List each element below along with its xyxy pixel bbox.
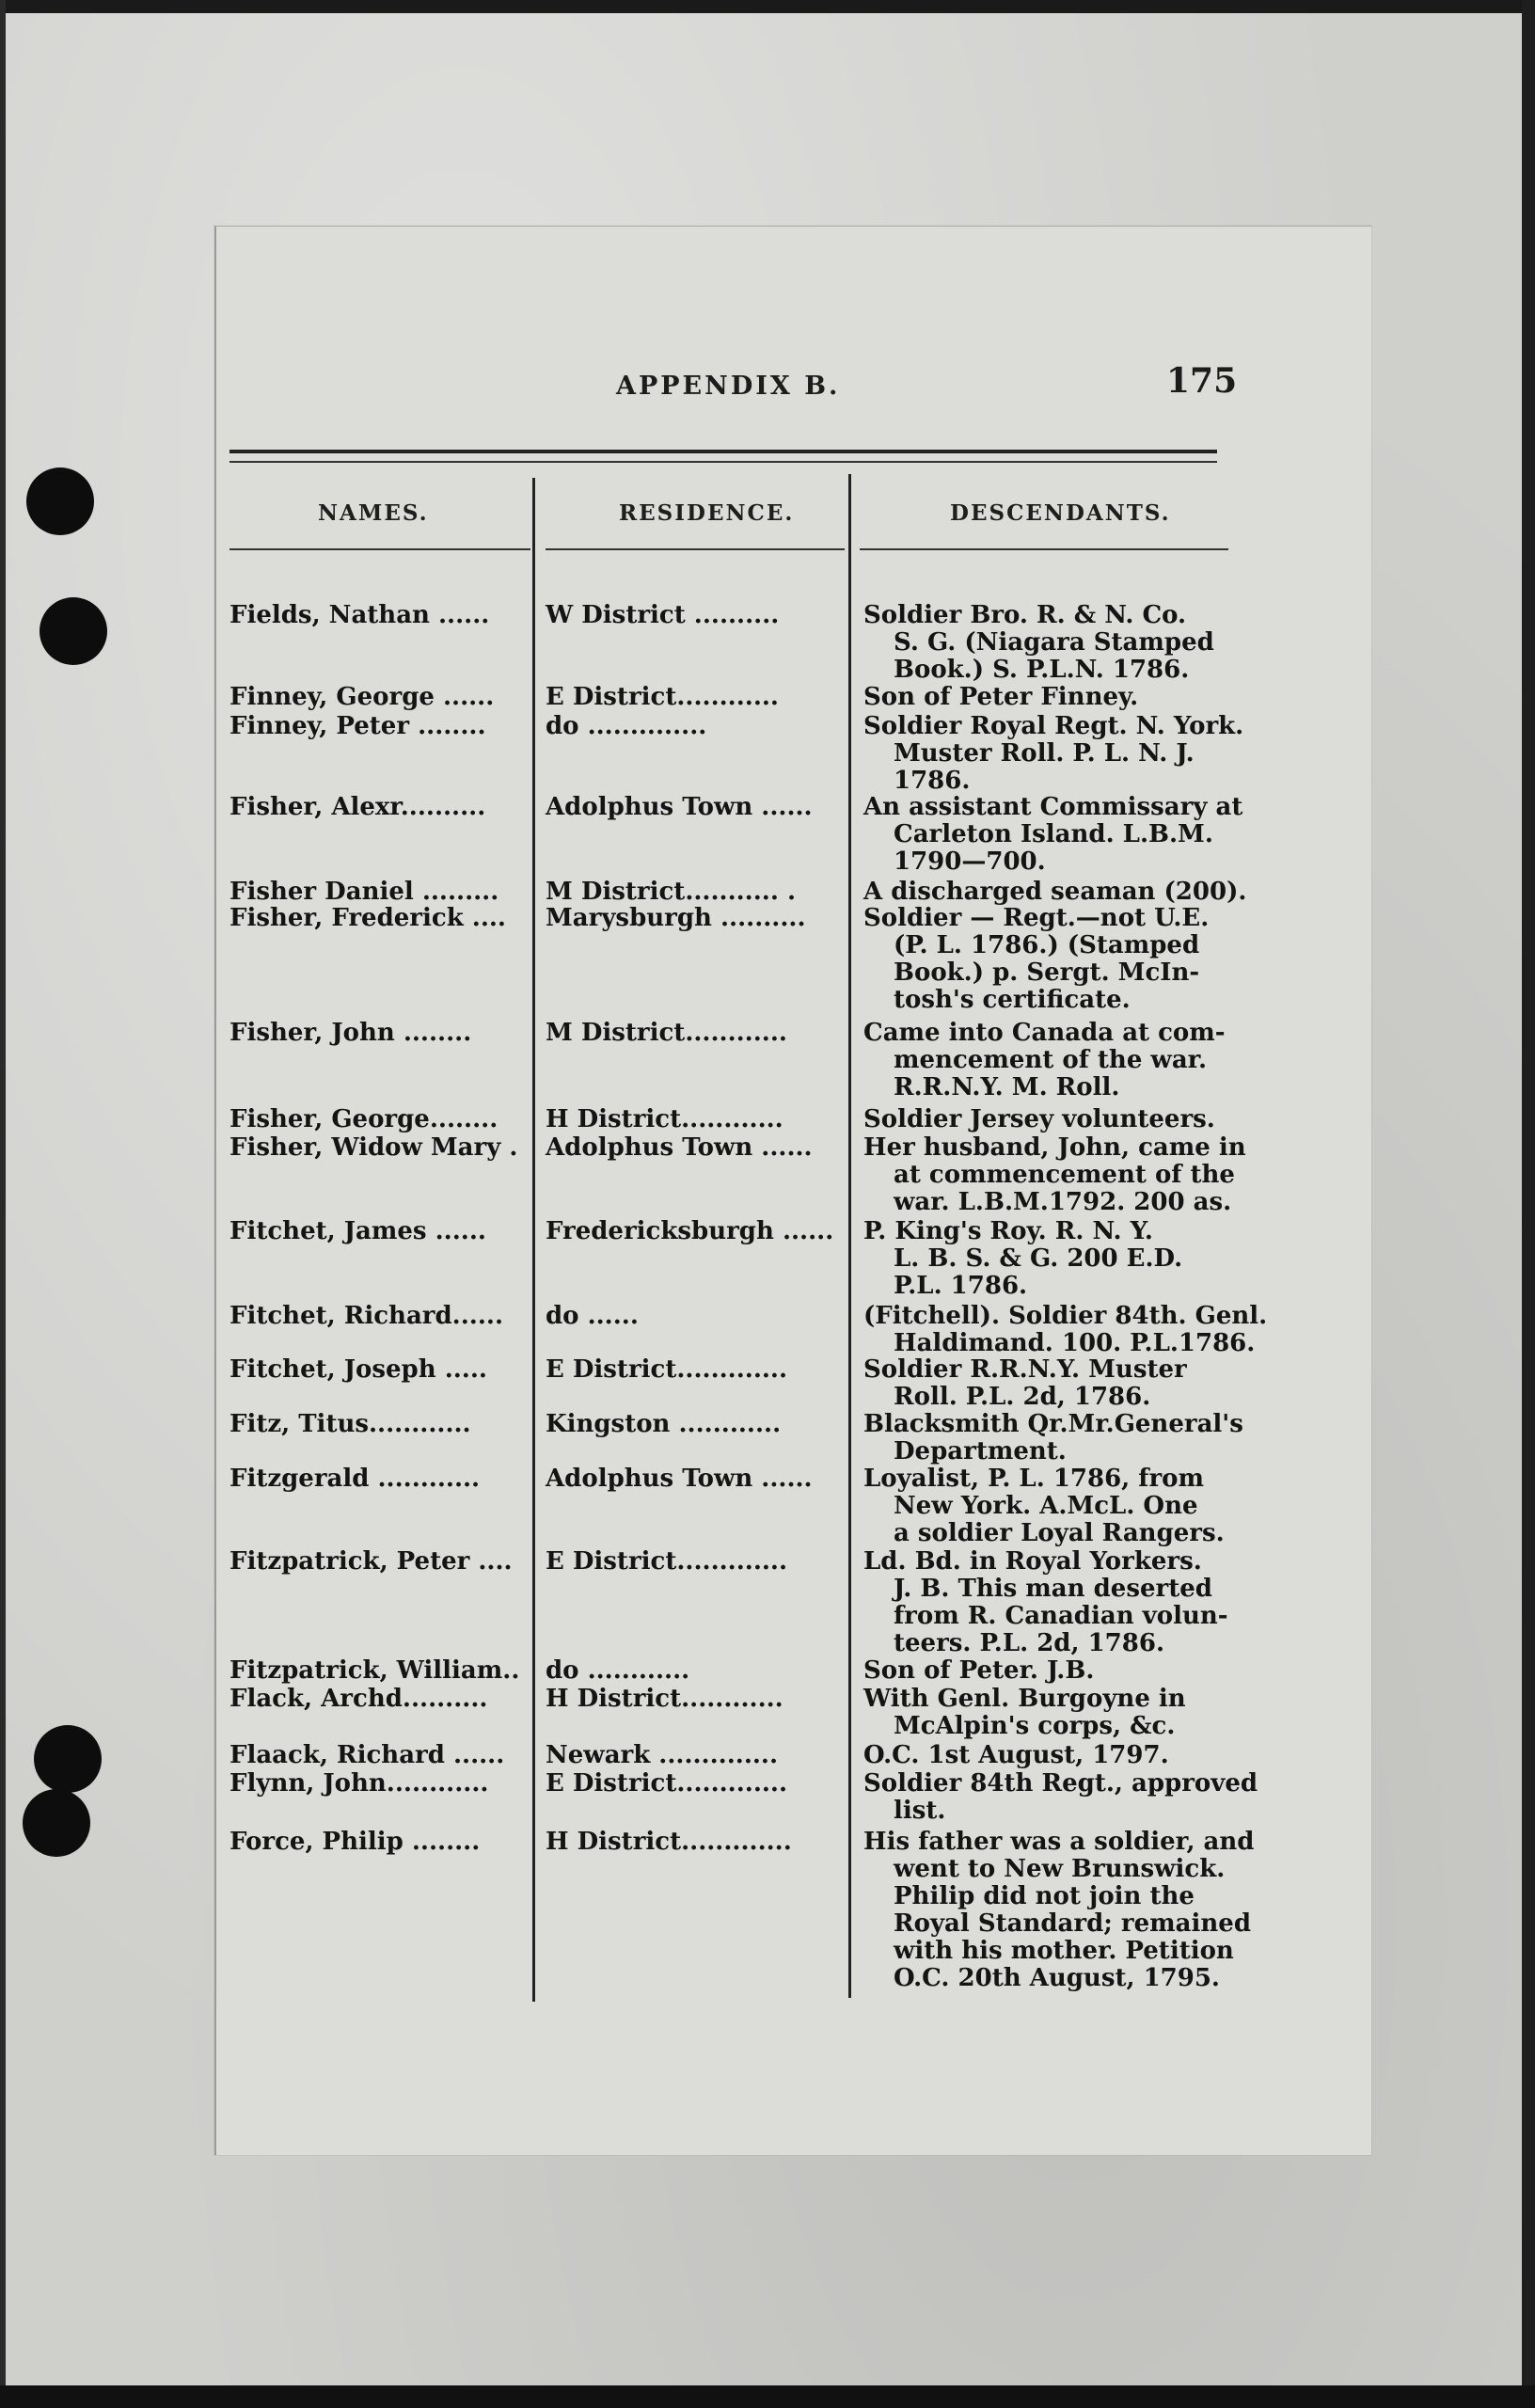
descendants-line: (Fitchell). Soldier 84th. Genl. bbox=[863, 1302, 1268, 1330]
entry-residence: W District .......... bbox=[546, 601, 780, 629]
entry-descendants bbox=[863, 1020, 1226, 1101]
entry-descendants bbox=[863, 684, 1138, 711]
descendants-line: Soldier Royal Regt. N. York. bbox=[863, 712, 1244, 740]
descendants-line: Soldier 84th Regt., approved bbox=[863, 1769, 1258, 1798]
entry-name: Fisher, Alexr.......... bbox=[229, 793, 486, 821]
entry-residence: Adolphus Town ...... bbox=[546, 1465, 813, 1493]
entry-name: Fitzgerald ............ bbox=[229, 1465, 481, 1493]
descendants-line: (P. L. 1786.) (Stamped bbox=[894, 931, 1200, 959]
entry-descendants bbox=[863, 1411, 1243, 1465]
descendants-line: Department. bbox=[894, 1437, 1067, 1465]
entry-name: Fitz, Titus............ bbox=[229, 1410, 471, 1438]
descendants-line: Soldier Bro. R. & N. Co. bbox=[863, 601, 1187, 629]
descendants-line: Soldier R.R.N.Y. Muster bbox=[863, 1355, 1187, 1384]
entry-name: Flack, Archd.......... bbox=[229, 1685, 488, 1713]
entry-name: Fields, Nathan ...... bbox=[229, 601, 490, 629]
scan-left-edge bbox=[0, 0, 6, 2408]
header-rule-thin bbox=[229, 461, 1217, 463]
entry-name: Fitchet, Joseph ..... bbox=[229, 1355, 487, 1384]
descendants-line: 1786. bbox=[894, 767, 971, 795]
entry-name: Fitchet, James ...... bbox=[229, 1217, 486, 1245]
entry-descendants bbox=[863, 794, 1242, 876]
entry-descendants bbox=[863, 1657, 1094, 1685]
entry-descendants bbox=[863, 602, 1214, 684]
entry-descendants bbox=[863, 1356, 1187, 1411]
entry-residence: E District............ bbox=[546, 683, 779, 711]
entry-descendants bbox=[863, 879, 1246, 906]
descendants-line: Ld. Bd. in Royal Yorkers. bbox=[863, 1547, 1202, 1576]
entry-name: Fisher, Widow Mary . bbox=[229, 1133, 518, 1162]
descendants-line: Book.) p. Sergt. McIn- bbox=[894, 958, 1200, 987]
entry-name: Fisher, John ........ bbox=[229, 1019, 472, 1047]
descendants-line: Book.) S. P.L.N. 1786. bbox=[894, 656, 1190, 684]
entry-descendants bbox=[863, 905, 1209, 1014]
entry-name: Fitchet, Richard...... bbox=[229, 1302, 503, 1330]
entry-residence: E District............. bbox=[546, 1769, 788, 1798]
scan-bottom-edge bbox=[0, 2385, 1535, 2408]
descendants-line: R.R.N.Y. M. Roll. bbox=[894, 1073, 1120, 1101]
descendants-line: Haldimand. 100. P.L.1786. bbox=[894, 1329, 1256, 1357]
column-header-descendants: DESCENDANTS. bbox=[950, 500, 1171, 526]
descendants-line: Philip did not join the bbox=[894, 1882, 1195, 1910]
entry-residence: E District............. bbox=[546, 1547, 788, 1576]
descendants-line: mencement of the war. bbox=[894, 1046, 1208, 1074]
punch-hole bbox=[23, 1789, 90, 1857]
descendants-line: at commencement of the bbox=[894, 1161, 1235, 1189]
entry-descendants bbox=[863, 1106, 1215, 1133]
entry-descendants bbox=[863, 1686, 1186, 1740]
descendants-line: went to New Brunswick. bbox=[894, 1855, 1226, 1883]
descendants-line: O.C. 1st August, 1797. bbox=[863, 1741, 1169, 1769]
entry-name: Fitzpatrick, Peter .... bbox=[229, 1547, 513, 1576]
column-header-names: NAMES. bbox=[318, 500, 429, 526]
entry-residence: M District........... . bbox=[546, 878, 796, 906]
descendants-line: With Genl. Burgoyne in bbox=[863, 1685, 1186, 1713]
entry-descendants bbox=[863, 1303, 1267, 1357]
entry-residence: Adolphus Town ...... bbox=[546, 1133, 813, 1162]
entry-descendants bbox=[863, 1829, 1254, 1992]
entry-residence: do .............. bbox=[546, 712, 707, 740]
entry-descendants bbox=[863, 1134, 1246, 1216]
descendants-line: Blacksmith Qr.Mr.General's bbox=[863, 1410, 1243, 1438]
entry-residence: Newark .............. bbox=[546, 1741, 779, 1769]
scan-right-edge bbox=[1522, 0, 1535, 2408]
descendants-line: P.L. 1786. bbox=[894, 1272, 1028, 1300]
entry-name: Fisher Daniel ......... bbox=[229, 878, 499, 906]
punch-hole bbox=[40, 597, 107, 665]
column-header-residence: RESIDENCE. bbox=[619, 500, 795, 526]
descendants-line: McAlpin's corps, &c. bbox=[894, 1712, 1176, 1740]
descendants-line: Son of Peter Finney. bbox=[863, 683, 1139, 711]
entry-descendants bbox=[863, 1742, 1169, 1769]
entry-residence: Adolphus Town ...... bbox=[546, 793, 813, 821]
descendants-line: with his mother. Petition bbox=[894, 1937, 1234, 1965]
descendants-line: a soldier Loyal Rangers. bbox=[894, 1519, 1225, 1547]
descendants-line: war. L.B.M.1792. 200 as. bbox=[894, 1188, 1232, 1216]
entry-residence: H District............ bbox=[546, 1685, 783, 1713]
column-rule-residence bbox=[546, 548, 845, 550]
descendants-line: P. King's Roy. R. N. Y. bbox=[863, 1217, 1153, 1245]
descendants-line: His father was a soldier, and bbox=[863, 1828, 1255, 1856]
descendants-line: 1790—700. bbox=[894, 848, 1046, 876]
entry-name: Fitzpatrick, William.. bbox=[229, 1656, 520, 1685]
descendants-line: L. B. S. & G. 200 E.D. bbox=[894, 1244, 1183, 1273]
entry-name: Flynn, John............ bbox=[229, 1769, 489, 1798]
descendants-line: Loyalist, P. L. 1786, from bbox=[863, 1465, 1205, 1493]
entry-name: Fisher, Frederick .... bbox=[229, 904, 506, 932]
entry-residence: M District............ bbox=[546, 1019, 787, 1047]
entry-residence: H District............. bbox=[546, 1828, 792, 1856]
header-rule-thick bbox=[229, 450, 1217, 453]
descendants-line: Son of Peter. J.B. bbox=[863, 1656, 1095, 1685]
descendants-line: from R. Canadian volun- bbox=[894, 1602, 1228, 1630]
descendants-line: tosh's certificate. bbox=[894, 986, 1131, 1014]
punch-hole bbox=[34, 1725, 102, 1793]
entry-name: Finney, George ...... bbox=[229, 683, 495, 711]
descendants-line: Soldier Jersey volunteers. bbox=[863, 1105, 1215, 1133]
descendants-line: Her husband, John, came in bbox=[863, 1133, 1246, 1162]
descendants-line: Royal Standard; remained bbox=[894, 1909, 1252, 1938]
scan-top-edge bbox=[0, 0, 1535, 13]
descendants-line: Roll. P.L. 2d, 1786. bbox=[894, 1383, 1151, 1411]
descendants-line: Muster Roll. P. L. N. J. bbox=[894, 739, 1195, 768]
entry-residence: do ...... bbox=[546, 1302, 639, 1330]
descendants-line: teers. P.L. 2d, 1786. bbox=[894, 1629, 1165, 1657]
entry-residence: Marysburgh .......... bbox=[546, 904, 806, 932]
entry-residence: do ............ bbox=[546, 1656, 690, 1685]
page-number: 175 bbox=[1166, 361, 1238, 401]
entry-name: Flaack, Richard ...... bbox=[229, 1741, 505, 1769]
entry-descendants bbox=[863, 1770, 1258, 1825]
entry-name: Fisher, George........ bbox=[229, 1105, 498, 1133]
descendants-line: Carleton Island. L.B.M. bbox=[894, 820, 1213, 848]
entry-descendants bbox=[863, 713, 1243, 795]
entry-name: Force, Philip ........ bbox=[229, 1828, 481, 1856]
column-divider-left bbox=[532, 478, 535, 2002]
column-rule-descendants bbox=[860, 548, 1228, 550]
entry-residence: Fredericksburgh ...... bbox=[546, 1217, 834, 1245]
column-divider-right bbox=[848, 474, 851, 1998]
entry-descendants bbox=[863, 1465, 1225, 1547]
punch-hole bbox=[26, 467, 94, 535]
descendants-line: An assistant Commissary at bbox=[863, 793, 1243, 821]
entry-descendants bbox=[863, 1548, 1228, 1657]
entry-name: Finney, Peter ........ bbox=[229, 712, 486, 740]
entry-residence: Kingston ............ bbox=[546, 1410, 782, 1438]
column-rule-names bbox=[229, 548, 530, 550]
descendants-line: Soldier — Regt.—not U.E. bbox=[863, 904, 1210, 932]
descendants-line: A discharged seaman (200). bbox=[863, 878, 1247, 906]
descendants-line: S. G. (Niagara Stamped bbox=[894, 628, 1214, 657]
entry-residence: E District............. bbox=[546, 1355, 788, 1384]
descendants-line: J. B. This man deserted bbox=[894, 1575, 1212, 1603]
descendants-line: O.C. 20th August, 1795. bbox=[894, 1964, 1220, 1992]
descendants-line: Came into Canada at com- bbox=[863, 1019, 1226, 1047]
entry-residence: H District............ bbox=[546, 1105, 783, 1133]
descendants-line: list. bbox=[894, 1797, 946, 1825]
entry-descendants bbox=[863, 1218, 1182, 1300]
running-head: APPENDIX B. bbox=[616, 372, 841, 401]
descendants-line: New York. A.McL. One bbox=[894, 1492, 1198, 1520]
